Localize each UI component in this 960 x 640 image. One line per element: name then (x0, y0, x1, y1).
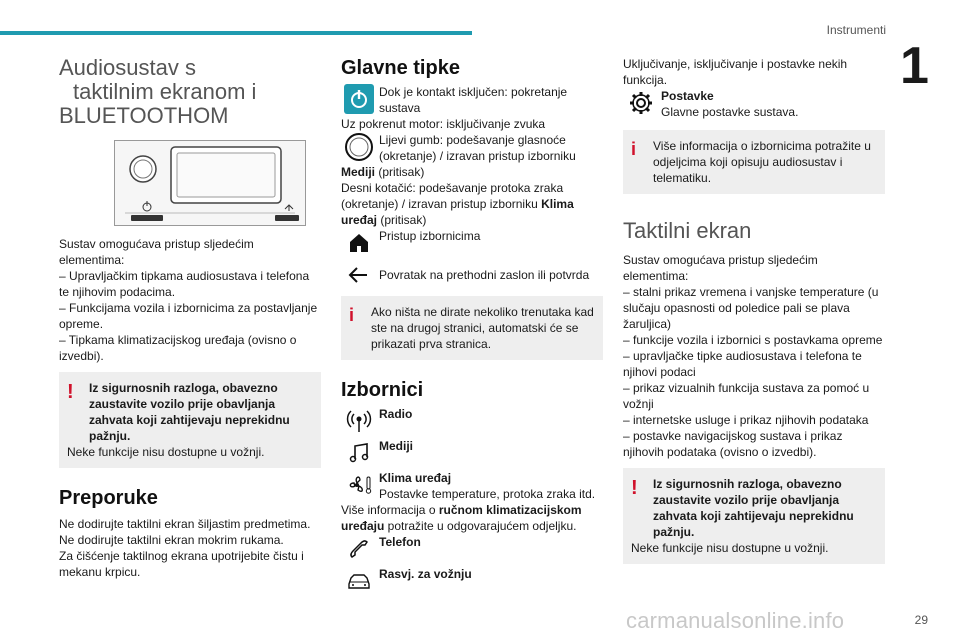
taktilni-title: Taktilni ekran (623, 218, 752, 243)
column-1 (59, 56, 321, 580)
info-icon: i (631, 139, 637, 159)
menu-radio: Radio (341, 406, 603, 436)
bullet-2: – Funkcijama vozila i izbornicima za postavljanje opreme. (59, 301, 318, 331)
warning-icon: ! (67, 381, 74, 403)
back-arrow-icon (341, 260, 377, 290)
knob-row: Lijevi gumb: podešavanje glasnoće (okretanje) / izravan pristup izborniku (341, 132, 603, 164)
info-note: i Ako ništa ne dirate nekoliko trenutaka kad ste na drugoj stranici, automatski će se prikazati prva stranica. (341, 296, 603, 360)
c3-bullet-2: – funkcije vozila i izbornici s postavkama opreme (623, 333, 883, 347)
fan-icon (341, 470, 377, 500)
column-2 (341, 56, 603, 596)
music-note-icon (341, 438, 377, 468)
running-text: Uz pokrenut motor: isključivanje zvuka (341, 117, 546, 131)
warning-note-2: ! Iz sigurnosnih razloga, obavezno zaustavite vozilo prije obavljanja zahvata koji zahtijevaju neprekidnu pažnju. Neke funkcije nisu dostupne u vožnji. (623, 468, 885, 564)
c3-bullet-4: – prikaz vizualnih funkcija sustava za pomoć u vožnji (623, 381, 870, 411)
power-row: Dok je kontakt isključen: pokretanje sustava (341, 84, 603, 116)
knob-right-text: Desni kotačić: podešavanje protoka zraka (okretanje) / izravan pristup izborniku Klima uređaj (pritisak) (341, 181, 574, 227)
menu-telefon: Telefon (341, 534, 603, 564)
header-accent-bar (0, 31, 472, 35)
menu-mediji: Mediji (341, 438, 603, 468)
izbornici-title: Izbornici (341, 379, 424, 401)
prep-line-1: Ne dodirujte taktilni ekran šiljastim predmetima. (59, 517, 311, 531)
menu-klima: Klima uređaj Postavke temperature, protoka zraka itd. (341, 470, 603, 502)
c3-bullet-5: – internetske usluge i prikaz njihovih podataka (623, 413, 869, 427)
knob-icon (341, 132, 377, 162)
preporuke-title: Preporuke (59, 487, 158, 509)
klima-more: Više informacija o ručnom klimatizacijskom uređaju potražite u odgovarajućem odjeljku. (341, 503, 582, 533)
radio-icon (341, 406, 377, 436)
glavne-tipke-title: Glavne tipke (341, 57, 460, 79)
intro-functions: Uključivanje, isključivanje i postavke nekih funkcija. (623, 57, 848, 87)
audio-title: Audiosustav s taktilnim ekranom i BLUETOOTHOM (59, 55, 257, 128)
info-icon: i (349, 305, 355, 325)
column-3 (623, 56, 885, 564)
chapter-number: 1 (900, 37, 929, 95)
prep-line-2: Ne dodirujte taktilni ekran mokrim rukama. (59, 533, 284, 547)
c3-bullet-1: – stalni prikaz vremena i vanjske temperature (u slučaju opasnosti od poledice pali se plava žaruljica) (623, 285, 879, 331)
c3-bullet-3: – upravljačke tipke audiosustava i telefona te njihovi podaci (623, 349, 862, 379)
mediji-press: Mediji (pritisak) (341, 165, 425, 179)
gear-icon (623, 88, 659, 118)
postavke-row: Postavke Glavne postavke sustava. (623, 88, 885, 120)
intro2: Sustav omogućava pristup sljedećim elementima: (623, 253, 818, 283)
intro-text: Sustav omogućava pristup sljedećim elementima: (59, 237, 254, 267)
warning-icon: ! (631, 477, 638, 499)
bullet-1: – Upravljačkim tipkama audiosustava i telefona te njihovim podacima. (59, 269, 310, 299)
home-row: Pristup izbornicima (341, 228, 603, 258)
section-title: Instrumenti (826, 23, 886, 37)
radio-unit-drawing (115, 141, 305, 225)
power-icon (341, 84, 377, 114)
menu-rasvj: Rasvj. za vožnju (341, 566, 603, 596)
info-note-2: i Više informacija o izbornicima potražite u odjeljcima koji opisuju audiosustav i telematiku. (623, 130, 885, 194)
warning-note: ! Iz sigurnosnih razloga, obavezno zaustavite vozilo prije obavljanja zahvata koji zahtijevaju neprekidnu pažnju. Neke funkcije nisu dostupne u vožnji. (59, 372, 321, 468)
c3-bullet-6: – postavke navigacijskog sustava i prikaz njihovih podataka (ovisno o izvedbi). (623, 429, 843, 459)
phone-icon (341, 534, 377, 564)
page-number: 29 (914, 613, 928, 627)
car-icon (341, 566, 377, 596)
watermark: carmanualsonline.info (626, 608, 845, 633)
back-row: Povratak na prethodni zaslon ili potvrda (341, 260, 603, 290)
prep-line-3: Za čišćenje taktilnog ekrana upotrijebite čistu i mekanu krpicu. (59, 549, 304, 579)
bullet-3: – Tipkama klimatizacijskog uređaja (ovisno o izvedbi). (59, 333, 297, 363)
device-illustration (114, 140, 306, 226)
home-icon (341, 228, 377, 258)
